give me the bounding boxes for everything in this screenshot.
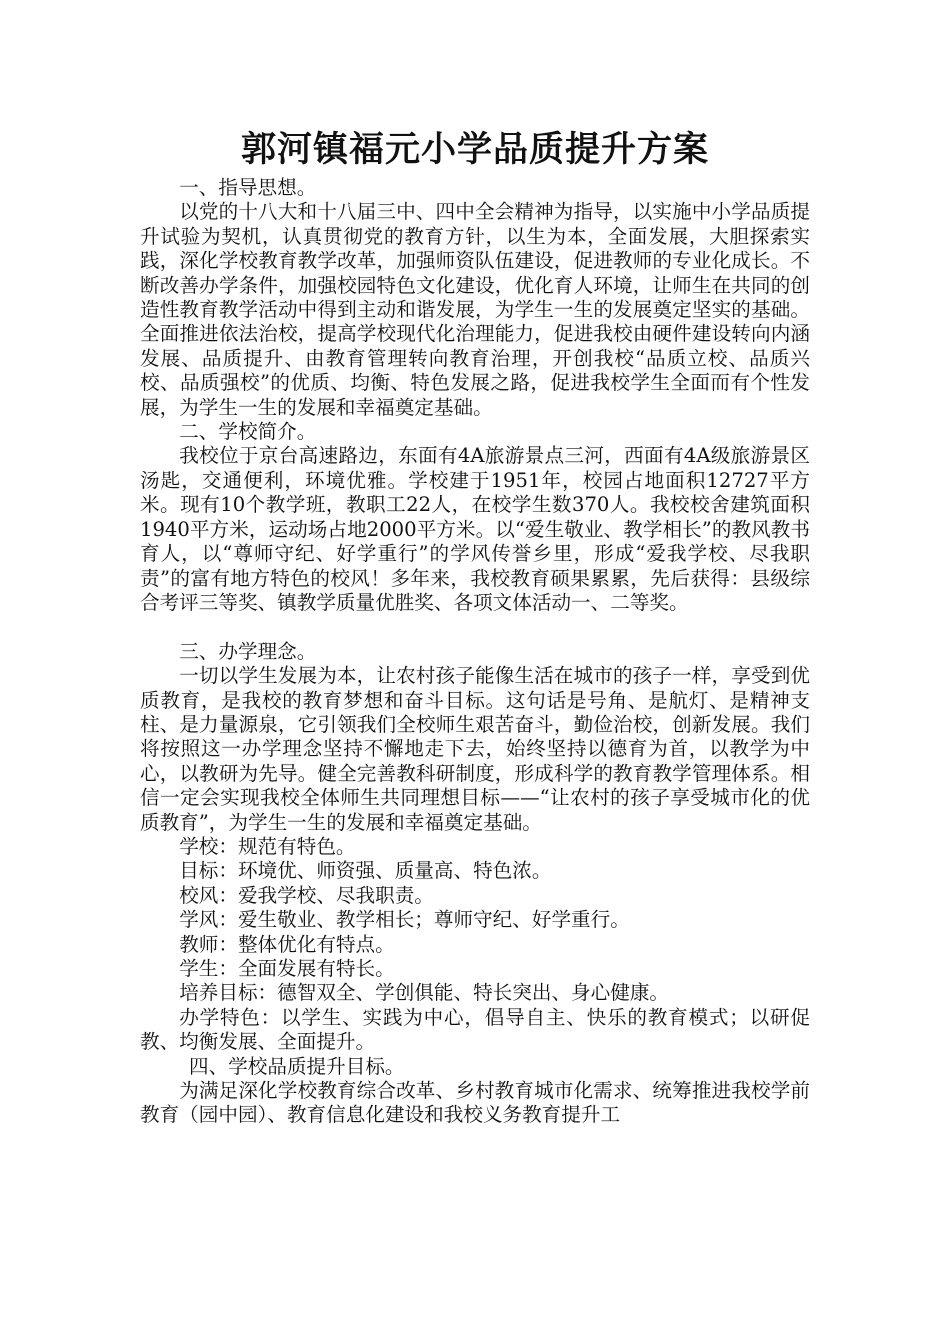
paragraph-philosophy: 一切以学生发展为本，让农村孩子能像生活在城市的孩子一样，享受到优质教育，是我校的教育梦想和奋斗目标。这句话是号角、是航灯、是精神支柱、是力量源泉，它引领我们全校师生艰苦奋斗，勤俭治校，创新发展。我们将按照这一办学理念坚持不懈地走下去，始终坚持以德育为首，以教学为中心，以教研为先导。健全完善教科研制度，形成科学的教育教学管理体系。相信一定会实现我校全体师生共同理想目标——“让农村的孩子享受城市化的优质教育”，为学生一生的发展和幸福奠定基础。 [140,664,810,834]
paragraph-quality-goals: 为满足深化学校教育综合改革、乡村教育城市化需求、统筹推进我校学前教育（园中园）、教育信息化建设和我校义务教育提升工 [140,1079,810,1127]
line-student: 学生：全面发展有特长。 [179,956,395,980]
document-title: 郭河镇福元小学品质提升方案 [240,130,709,170]
paragraph-school-profile: 我校位于京台高速路边，东面有4A旅游景点三河，西面有4A级旅游景区汤匙，交通便利，环境优雅。学校建于1951年，校园占地面积12727平方米。现有10个教学班，教职工22人，在校学生数370人。我校校舍建筑面积1940平方米，运动场占地2000平方米。以“爱生敬业、教学相长”的教风教书育人，以“尊师守纪、好学重行”的学风传誉乡里，形成“爱我学校、尽我职责”的富有地方特色的校风！多年来，我校教育硕果累累，先后获得：县级综合考评三等奖、镇教学质量优胜奖、各项文体活动一、二等奖。 [140,444,810,614]
section-heading-philosophy: 三、办学理念。 [179,639,317,663]
line-study-style: 学风：爱生敬业、教学相长；尊师守纪、好学重行。 [179,908,630,932]
section-heading-guiding-ideology: 一、指导思想。 [179,176,317,199]
line-training-goal: 培养目标：德智双全、学创俱能、特长突出、身心健康。 [179,981,670,1005]
blank-line [140,615,810,639]
paragraph-guiding-ideology: 以党的十八大和十八届三中、四中全会精神为指导，以实施中小学品质提升试验为契机，认真贯彻党的教育方针，以生为本，全面发展，大胆探索实践，深化学校教育教学改革，加强师资队伍建设，促进教师的专业化成长。不断改善办学条件，加强校园特色文化建设，优化育人环境，让师生在共同的创造性教育教学活动中得到主动和谐发展，为学生一生的发展奠定坚实的基础。全面推进依法治校，提高学校现代化治理能力，促进我校由硬件建设转向内涵发展、品质提升、由教育管理转向教育治理，开创我校“品质立校、品质兴校、品质强校”的优质、均衡、特色发展之路，促进我校学生全面而有个性发展，为学生一生的发展和幸福奠定基础。 [140,200,810,419]
line-teacher: 教师：整体优化有特点。 [179,932,395,956]
line-school-feature: 办学特色：以学生、实践为中心，倡导自主、快乐的教育模式；以研促教、均衡发展、全面提升。 [140,1005,810,1054]
section-heading-school-profile: 二、学校简介。 [179,420,317,444]
line-goal: 目标：环境优、师资强、质量高、特色浓。 [179,859,552,883]
document-body [140,176,810,1128]
line-school-ethos: 校风：爱我学校、尽我职责。 [179,883,434,907]
section-heading-quality-goals: 四、学校品质提升目标。 [189,1054,405,1078]
line-school-motto: 学校：规范有特色。 [179,834,356,858]
